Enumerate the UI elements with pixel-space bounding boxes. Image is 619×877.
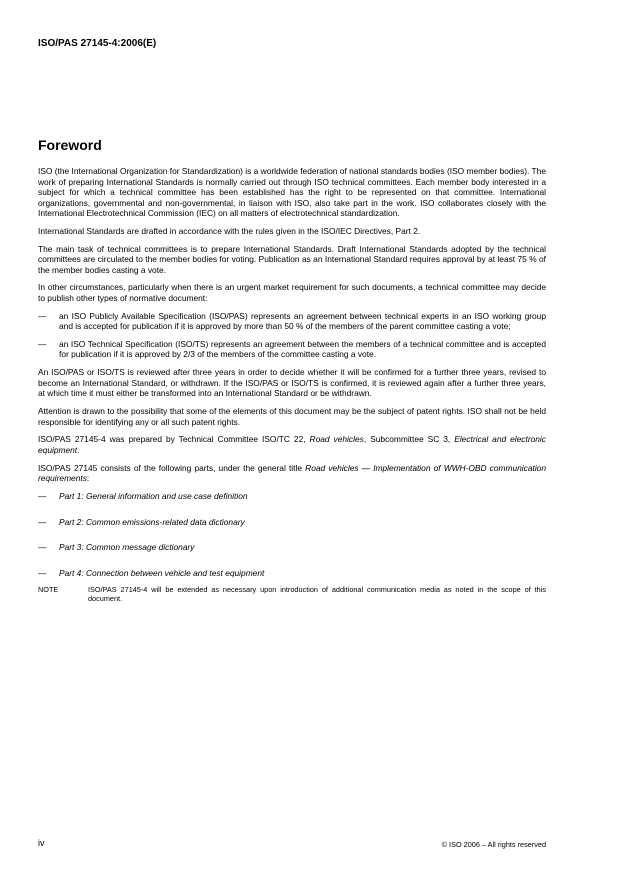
- paragraph-main-task: The main task of technical committees is to prepare International Standards. Draft International Standards adopted by the technical committees are circulated to the member bodies for voting. Publication as an International Standard requires approval by at least 75 % of the member bodies casting a vote.: [38, 243, 546, 275]
- part-title: Part 1: General information and use case definition: [59, 490, 248, 501]
- dash-mark: —: [38, 310, 47, 321]
- part-list-item: [38, 517, 546, 528]
- list-item-ts: [38, 339, 546, 360]
- text-span: .: [77, 444, 80, 455]
- note: [38, 585, 546, 604]
- paragraph-other-circumstances: In other circumstances, particularly when there is an urgent market requirement for such documents, a technical committee may decide to publish other types of normative document:: [38, 282, 546, 303]
- part-title: Part 3: Common message dictionary: [59, 542, 195, 553]
- note-text: ISO/PAS 27145-4 will be extended as necessary upon introduction of additional communication media as noted in the scope of this document.: [88, 584, 546, 603]
- paragraph-review: An ISO/PAS or ISO/TS is reviewed after three years in order to decide whether it will be confirmed for a further three years, revised to become an International Standard, or withdrawn. If the ISO/PAS or ISO/TS is confirmed, it is reviewed again after a further three years, at which time it must either be transformed into an International Standard or be withdrawn.: [38, 367, 546, 399]
- paragraph-consists-of: [38, 463, 546, 484]
- foreword-body: [38, 166, 546, 603]
- text-span: ISO/PAS 27145 consists of the following parts, under the general title: [38, 462, 303, 473]
- paragraph-patent: Attention is drawn to the possibility that some of the elements of this document may be the subject of patent rights. ISO shall not be held responsible for identifying any or all such patent rights.: [38, 406, 546, 427]
- committee-name: Road vehicles: [309, 434, 364, 445]
- paragraph-iso-intro: ISO (the International Organization for Standardization) is a worldwide federation of national standards bodies (ISO member bodies). The work of preparing International Standards is normally carried out through ISO technical committees. Each member body interested in a subject for which a technical committee has been established has the right to be represented on that committee. International organizations, governmental and non-governmental, in liaison with ISO, also take part in the work. ISO collaborates closely with the International Electrotechnical Commission (IEC) on all matters of electrotechnical standardization.: [38, 166, 546, 218]
- list-item-text: an ISO Technical Specification (ISO/TS) represents an agreement between the members of a technical committee and is accepted for publication if it is approved by 2/3 of the members of the committee casting a vote.: [59, 338, 546, 360]
- document-id-header: ISO/PAS 27145-4:2006(E): [38, 38, 157, 49]
- text-span: :: [86, 473, 90, 484]
- note-label: NOTE: [38, 584, 59, 594]
- part-list-item: [38, 542, 546, 553]
- list-item-pas: [38, 311, 546, 332]
- subcommittee-name: Electrical and electronic equipment: [38, 434, 546, 455]
- general-title: Road vehicles — Implementation of WWH-OBD communication requirements: [38, 462, 546, 484]
- part-list-item: [38, 491, 546, 502]
- list-item-text: an ISO Publicly Available Specification (ISO/PAS) represents an agreement between technical experts in an ISO working group and is accepted for publication if it is approved by more than 50 % of the members of the parent committee casting a vote;: [59, 310, 546, 332]
- dash-mark: —: [38, 542, 47, 553]
- part-list-item: [38, 568, 546, 579]
- dash-mark: —: [38, 490, 47, 501]
- text-span: , Subcommittee SC 3,: [363, 434, 451, 445]
- page-title: Foreword: [38, 137, 102, 153]
- parts-list: [38, 491, 546, 579]
- dash-mark: —: [38, 338, 47, 349]
- paragraph-directives: International Standards are drafted in accordance with the rules given in the ISO/IEC Directives, Part 2.: [38, 225, 421, 236]
- page-number: iv: [38, 838, 45, 848]
- dash-mark: —: [38, 516, 47, 527]
- text-span: ISO/PAS 27145-4 was prepared by Technical Committee ISO/TC 22,: [38, 434, 306, 445]
- paragraph-prepared-by: [38, 434, 546, 455]
- copyright-notice: © ISO 2006 – All rights reserved: [441, 840, 546, 849]
- part-title: Part 4: Connection between vehicle and test equipment: [59, 568, 265, 579]
- dash-mark: —: [38, 568, 47, 579]
- part-title: Part 2: Common emissions-related data dictionary: [59, 516, 245, 527]
